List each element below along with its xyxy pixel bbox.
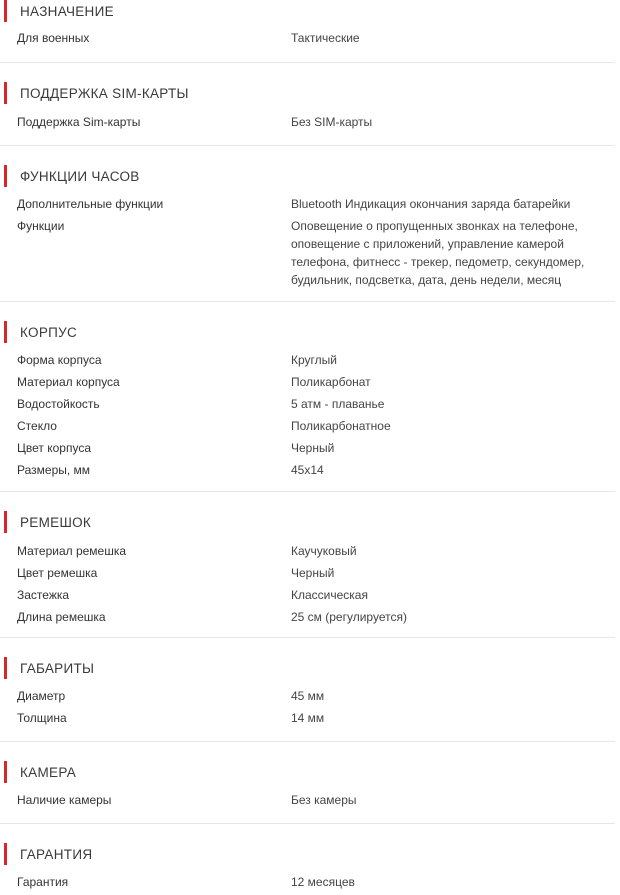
spec-label: Водостойкость [17, 397, 100, 411]
spec-row [0, 608, 615, 626]
spec-value: Поликарбонатное [291, 419, 391, 433]
section-title: НАЗНАЧЕНИЕ [20, 3, 114, 19]
spec-label: Диаметр [17, 689, 66, 703]
spec-label: Размеры, мм [17, 463, 91, 477]
spec-value: Черный [291, 441, 335, 455]
spec-value: 14 мм [291, 711, 325, 725]
spec-value: Без камеры [291, 793, 357, 807]
spec-row [0, 542, 615, 560]
spec-label: Толщина [17, 711, 67, 725]
spec-section-dimensions [0, 638, 615, 742]
section-header [4, 761, 615, 783]
spec-value: Поликарбонат [291, 375, 371, 389]
spec-value: 45x14 [291, 463, 324, 477]
spec-value: Тактические [291, 31, 360, 45]
spec-label: Форма корпуса [17, 353, 102, 367]
spec-value: Классическая [291, 588, 368, 602]
spec-row [0, 417, 615, 435]
section-header [4, 511, 615, 533]
spec-value: Bluetooth Индикация окончания заряда батарейки [291, 197, 571, 211]
section-header [4, 657, 615, 679]
spec-row [0, 687, 615, 705]
spec-section-sim [0, 63, 615, 146]
spec-row [0, 217, 615, 289]
section-title: ГАРАНТИЯ [20, 846, 93, 862]
spec-label: Материал ремешка [17, 544, 127, 558]
spec-row [0, 564, 615, 582]
spec-label: Длина ремешка [17, 610, 106, 624]
spec-label: Наличие камеры [17, 793, 112, 807]
section-title: ГАБАРИТЫ [20, 660, 95, 676]
spec-label: Цвет ремешка [17, 566, 98, 580]
spec-value: 25 см (регулируется) [291, 610, 407, 624]
spec-value: Оповещение о пропущенных звонках на телефоне, оповещение с приложений, управление камерой телефона, фитнесс - трекер, педометр, секундомер, будильник, подсветка, дата, день недели, месяц [291, 219, 585, 287]
spec-row [0, 113, 615, 131]
spec-label: Для военных [17, 31, 90, 45]
spec-label: Стекло [17, 419, 57, 433]
spec-section-strap [0, 492, 615, 638]
section-header [4, 82, 615, 104]
spec-row [0, 709, 615, 727]
spec-label: Застежка [17, 588, 70, 602]
spec-row [0, 373, 615, 391]
spec-row [0, 29, 615, 47]
section-header [4, 165, 615, 187]
spec-row [0, 439, 615, 457]
spec-row [0, 195, 615, 213]
section-title: ПОДДЕРЖКА SIM-КАРТЫ [20, 85, 189, 101]
spec-label: Поддержка Sim-карты [17, 115, 141, 129]
spec-row [0, 461, 615, 479]
section-header [4, 321, 615, 343]
section-title: КОРПУС [20, 324, 78, 340]
spec-value: Черный [291, 566, 335, 580]
spec-label: Гарантия [17, 875, 69, 889]
spec-row [0, 873, 615, 891]
spec-label: Дополнительные функции [17, 197, 164, 211]
section-title: ФУНКЦИИ ЧАСОВ [20, 168, 140, 184]
spec-value: 45 мм [291, 689, 325, 703]
spec-section-purpose [0, 0, 615, 63]
section-header [4, 843, 615, 865]
spec-section-camera [0, 742, 615, 824]
spec-value: 5 атм - плаванье [291, 397, 385, 411]
spec-section-watch-functions [0, 146, 615, 302]
spec-row [0, 395, 615, 413]
section-title: РЕМЕШОК [20, 514, 92, 530]
section-header [4, 0, 615, 22]
spec-row [0, 791, 615, 809]
spec-row [0, 351, 615, 369]
spec-section-case [0, 302, 615, 492]
spec-label: Материал корпуса [17, 375, 120, 389]
section-title: КАМЕРА [20, 764, 77, 780]
spec-label: Функции [17, 219, 65, 233]
spec-value: 12 месяцев [291, 875, 355, 889]
spec-section-warranty [0, 824, 615, 895]
spec-value: Круглый [291, 353, 337, 367]
spec-label: Цвет корпуса [17, 441, 91, 455]
spec-value: Каучуковый [291, 544, 357, 558]
spec-value: Без SIM-карты [291, 115, 373, 129]
spec-row [0, 586, 615, 604]
